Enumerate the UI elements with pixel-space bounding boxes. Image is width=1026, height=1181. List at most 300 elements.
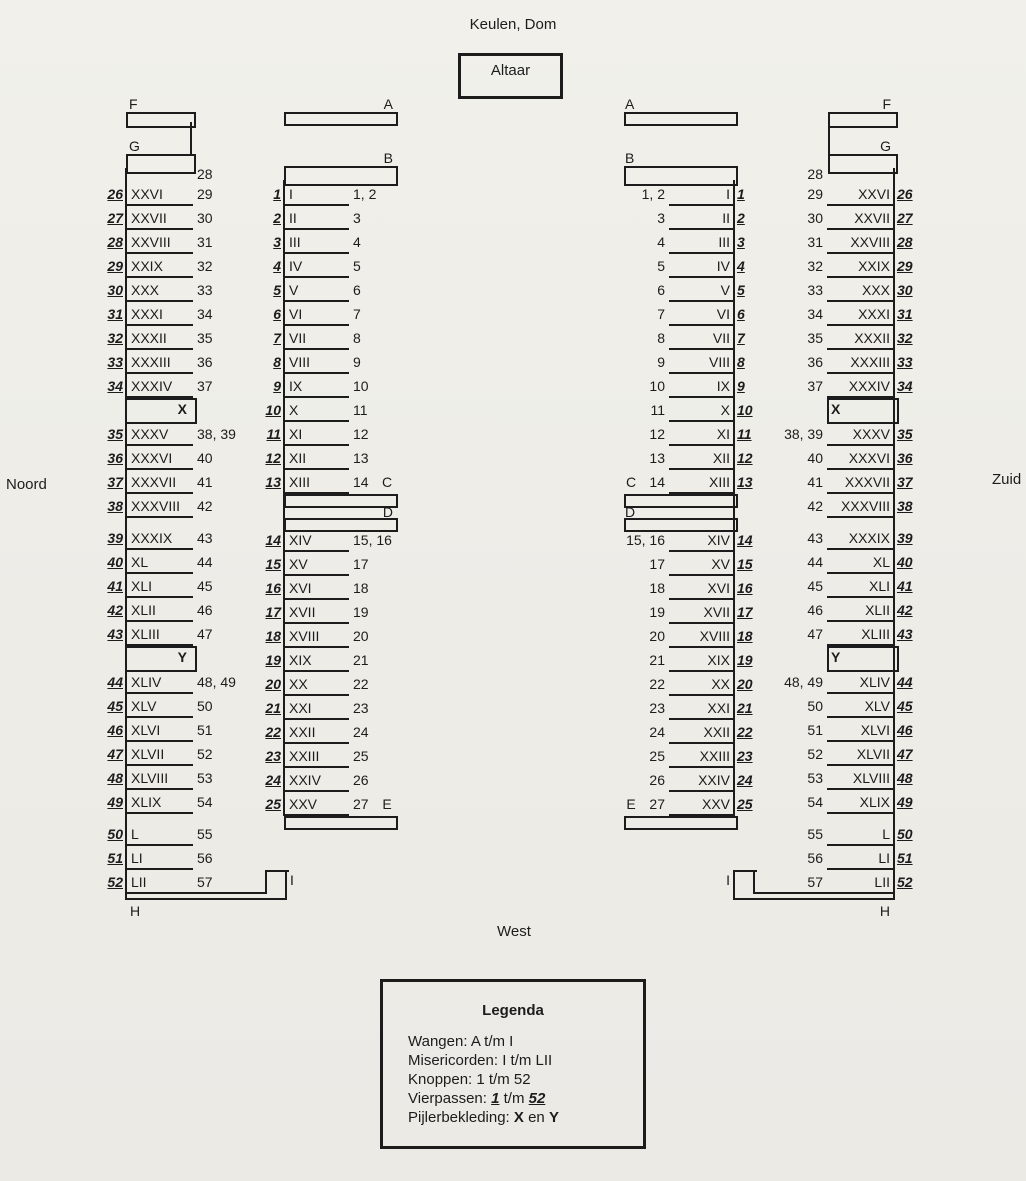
row-underline	[827, 276, 895, 278]
legend-text: Knoppen: 1 t/m 52	[408, 1071, 531, 1088]
vierpas-number: 12	[265, 450, 281, 466]
compass-label-zuid: Zuid	[992, 471, 1022, 488]
misericorde-numeral: XLV	[864, 698, 890, 714]
legend-term-bold: X	[513, 1109, 524, 1126]
row-underline	[827, 348, 895, 350]
misericorde-numeral: XXXIX	[848, 530, 890, 546]
vierpas-number: 30	[897, 282, 913, 298]
knop-number: 42	[807, 498, 823, 514]
row-underline	[827, 692, 895, 694]
vierpas-number: 22	[737, 724, 753, 740]
knop-number: 9	[657, 354, 665, 370]
knop-number: 52	[807, 746, 823, 762]
wang-label: F	[129, 96, 138, 112]
wang-label: A	[383, 96, 393, 112]
row-underline	[827, 620, 895, 622]
vierpas-number: 31	[897, 306, 913, 322]
legend-box	[380, 979, 646, 1149]
vierpas-number: 5	[737, 282, 745, 298]
vierpas-number: 29	[897, 258, 913, 274]
row-underline	[827, 444, 895, 446]
misericorde-numeral: XXVIII	[131, 234, 171, 250]
row-underline	[827, 764, 895, 766]
vierpas-number: 6	[273, 306, 281, 322]
vierpas-number: 50	[107, 826, 123, 842]
vierpas-number: 11	[737, 426, 752, 442]
row-underline	[827, 572, 895, 574]
wang-label: G	[129, 138, 140, 154]
knop-number: 28	[197, 166, 213, 182]
knop-number: 17	[353, 556, 369, 572]
misericorde-numeral: XXV	[289, 796, 318, 812]
knop-number: 3	[657, 210, 665, 226]
vierpas-number: 42	[897, 602, 913, 618]
knop-number: 37	[807, 378, 823, 394]
misericorde-numeral: XLI	[131, 578, 153, 594]
knop-number: 54	[197, 794, 213, 810]
knop-number: 12	[353, 426, 369, 442]
altar-label: Altaar	[490, 62, 531, 79]
vierpas-number: 15	[265, 556, 281, 572]
vierpas-number: 45	[897, 698, 913, 714]
knop-number: 28	[807, 166, 823, 182]
knop-number: 46	[197, 602, 213, 618]
misericorde-numeral: XL	[872, 554, 890, 570]
wang-label: E	[626, 796, 636, 812]
misericorde-numeral: XIX	[707, 652, 730, 668]
knop-number: 14	[353, 474, 369, 490]
knop-number: 44	[197, 554, 213, 570]
misericorde-numeral: XII	[712, 450, 730, 466]
vierpas-number: 43	[107, 626, 123, 642]
vierpas-number: 18	[737, 628, 753, 644]
misericorde-numeral: XVIII	[699, 628, 730, 644]
vierpas-number: 21	[265, 700, 281, 716]
vierpas-number: 14	[265, 532, 281, 548]
vierpas-number: 13	[265, 474, 281, 490]
knop-number: 44	[807, 554, 823, 570]
row-underline	[827, 252, 895, 254]
knop-number: 4	[353, 234, 361, 250]
misericorde-numeral: XXXVIII	[131, 498, 181, 514]
vierpas-number: 16	[737, 580, 753, 596]
knop-number: 40	[197, 450, 213, 466]
knop-number: 41	[807, 474, 823, 490]
wang-label: I	[726, 872, 730, 888]
misericorde-numeral: XXVI	[131, 186, 163, 202]
misericorde-numeral: VIII	[708, 354, 730, 370]
wang-label: C	[625, 474, 637, 490]
misericorde-numeral: XXVIII	[850, 234, 890, 250]
misericorde-numeral: I	[289, 186, 293, 202]
knop-number: 53	[807, 770, 823, 786]
row-underline	[827, 300, 895, 302]
knop-number: 42	[197, 498, 213, 514]
misericorde-numeral: XXXVII	[131, 474, 177, 490]
knop-number: 22	[353, 676, 369, 692]
vierpas-number: 49	[897, 794, 913, 810]
wang-label: D	[625, 504, 636, 520]
misericorde-numeral: L	[131, 826, 139, 842]
end-wang-outline	[733, 870, 735, 900]
knop-number: 22	[649, 676, 665, 692]
vierpas-number: 48	[897, 770, 913, 786]
vierpas-number: 48	[107, 770, 123, 786]
knop-number: 23	[353, 700, 369, 716]
knop-number: 54	[807, 794, 823, 810]
vierpas-number: 9	[273, 378, 281, 394]
knop-number: 33	[807, 282, 823, 298]
legend-text: Wangen: A t/m I	[408, 1033, 514, 1050]
knop-number: 1, 2	[641, 186, 665, 202]
misericorde-numeral: XLIX	[131, 794, 162, 810]
wang-label: C	[381, 474, 393, 490]
knop-number: 6	[657, 282, 665, 298]
misericorde-numeral: VII	[289, 330, 307, 346]
knop-number: 27	[353, 796, 369, 812]
wang-label: F	[882, 96, 891, 112]
knop-number: 33	[197, 282, 213, 298]
vierpas-number: 50	[897, 826, 913, 842]
knop-number: 32	[197, 258, 213, 274]
knop-number: 8	[353, 330, 361, 346]
end-wang-outline	[733, 870, 757, 872]
knop-number: 11	[650, 402, 665, 418]
vierpas-number: 4	[273, 258, 281, 274]
misericorde-numeral: XXXVIII	[840, 498, 890, 514]
row-underline	[827, 548, 895, 550]
knop-number: 50	[197, 698, 213, 714]
wang-label: H	[130, 903, 141, 919]
misericorde-numeral: XL	[131, 554, 149, 570]
vierpas-number: 2	[273, 210, 281, 226]
misericorde-numeral: XXXVII	[844, 474, 890, 490]
knop-number: 37	[197, 378, 213, 394]
pillar-label: X	[831, 401, 841, 417]
wang-label: E	[382, 796, 392, 812]
row-underline	[827, 372, 895, 374]
legend-term-vierpas: 52	[528, 1090, 546, 1107]
misericorde-numeral: XXIX	[131, 258, 163, 274]
pillar-label: Y	[177, 649, 187, 665]
knop-number: 8	[657, 330, 665, 346]
vierpas-number: 28	[107, 234, 123, 250]
vierpas-number: 4	[737, 258, 745, 274]
knop-number: 41	[197, 474, 213, 490]
misericorde-numeral: XXIII	[289, 748, 320, 764]
misericorde-numeral: XLIV	[859, 674, 890, 690]
misericorde-numeral: XIII	[708, 474, 730, 490]
vierpas-number: 37	[107, 474, 123, 490]
knop-number: 6	[353, 282, 361, 298]
misericorde-numeral: VI	[289, 306, 303, 322]
vierpas-number: 33	[107, 354, 123, 370]
vierpas-number: 40	[897, 554, 913, 570]
row-underline	[827, 716, 895, 718]
wang-bar	[828, 112, 898, 128]
row-underline	[827, 204, 895, 206]
misericorde-numeral: XXIX	[858, 258, 890, 274]
vierpas-number: 41	[897, 578, 913, 594]
knop-number: 46	[807, 602, 823, 618]
vierpas-number: 8	[273, 354, 281, 370]
row-underline	[827, 868, 895, 870]
knop-number: 25	[649, 748, 665, 764]
vierpas-number: 49	[107, 794, 123, 810]
knop-number: 57	[807, 874, 823, 890]
misericorde-numeral: XXIII	[699, 748, 730, 764]
knop-number: 38, 39	[784, 426, 823, 442]
knop-number: 17	[649, 556, 665, 572]
knop-number: 57	[197, 874, 213, 890]
misericorde-numeral: XLI	[868, 578, 890, 594]
vierpas-number: 30	[107, 282, 123, 298]
misericorde-numeral: XXV	[701, 796, 730, 812]
misericorde-numeral: XLIV	[131, 674, 162, 690]
misericorde-numeral: XXII	[289, 724, 316, 740]
misericorde-numeral: XVI	[707, 580, 730, 596]
misericorde-numeral: XIII	[289, 474, 311, 490]
wang-label: D	[382, 504, 393, 520]
vierpas-number: 26	[107, 186, 123, 202]
vierpas-number: 1	[273, 186, 281, 202]
vierpas-number: 25	[265, 796, 281, 812]
row-underline	[827, 468, 895, 470]
misericorde-numeral: XXXVI	[131, 450, 173, 466]
vierpas-number: 38	[897, 498, 913, 514]
misericorde-numeral: XXXVI	[848, 450, 890, 466]
misericorde-numeral: XXXIII	[850, 354, 890, 370]
vierpas-number: 37	[897, 474, 913, 490]
wang-label: I	[290, 872, 294, 888]
vierpas-number: 27	[107, 210, 123, 226]
misericorde-numeral: XXXIII	[131, 354, 171, 370]
knop-number: 52	[197, 746, 213, 762]
vierpas-number: 8	[737, 354, 745, 370]
misericorde-numeral: LI	[131, 850, 143, 866]
knop-number: 34	[197, 306, 213, 322]
misericorde-numeral: XLIX	[859, 794, 890, 810]
vierpas-number: 46	[897, 722, 913, 738]
misericorde-numeral: X	[720, 402, 730, 418]
misericorde-numeral: XVII	[703, 604, 730, 620]
misericorde-numeral: VII	[712, 330, 730, 346]
row-underline	[827, 844, 895, 846]
knop-number: 26	[649, 772, 665, 788]
knop-number: 19	[353, 604, 369, 620]
legend-line	[408, 1032, 643, 1051]
misericorde-numeral: XLIII	[861, 626, 890, 642]
legend-text: t/m	[499, 1090, 529, 1107]
wang-connector	[828, 122, 830, 156]
legend-text: en	[523, 1109, 549, 1126]
knop-number: 31	[807, 234, 823, 250]
vierpas-number: 23	[737, 748, 753, 764]
vierpas-number: 35	[107, 426, 123, 442]
row-underline	[827, 788, 895, 790]
knop-number: 4	[657, 234, 665, 250]
misericorde-numeral: XLIII	[131, 626, 160, 642]
knop-number: 21	[649, 652, 665, 668]
vierpas-number: 36	[897, 450, 913, 466]
vierpas-number: 21	[737, 700, 753, 716]
legend-term-vierpas: 1	[491, 1090, 500, 1107]
misericorde-numeral: II	[289, 210, 297, 226]
misericorde-numeral: IV	[289, 258, 303, 274]
misericorde-numeral: XLVII	[131, 746, 165, 762]
vierpas-number: 22	[265, 724, 281, 740]
misericorde-numeral: XXXI	[131, 306, 163, 322]
vierpas-number: 24	[737, 772, 753, 788]
misericorde-numeral: XV	[711, 556, 730, 572]
knop-number: 36	[807, 354, 823, 370]
wang-label: H	[879, 903, 890, 919]
knop-number: 45	[197, 578, 213, 594]
vierpas-number: 44	[107, 674, 123, 690]
legend-text: Misericorden: I t/m LII	[408, 1052, 553, 1069]
misericorde-numeral: XXX	[861, 282, 890, 298]
misericorde-numeral: VI	[716, 306, 730, 322]
vierpas-number: 34	[107, 378, 123, 394]
vierpas-number: 24	[265, 772, 281, 788]
vierpas-number: 19	[265, 652, 281, 668]
vierpas-number: 10	[265, 402, 281, 418]
knop-number: 24	[353, 724, 369, 740]
pillar-label: X	[177, 401, 187, 417]
misericorde-numeral: XXX	[131, 282, 160, 298]
knop-number: 13	[353, 450, 369, 466]
knop-number: 20	[353, 628, 369, 644]
knop-number: 12	[649, 426, 665, 442]
vierpas-number: 7	[273, 330, 281, 346]
vierpas-number: 44	[897, 674, 913, 690]
misericorde-numeral: XLVIII	[131, 770, 169, 786]
misericorde-numeral: V	[289, 282, 299, 298]
vierpas-number: 3	[273, 234, 281, 250]
knop-number: 30	[197, 210, 213, 226]
knop-number: 1, 2	[353, 186, 377, 202]
misericorde-numeral: XXI	[289, 700, 312, 716]
knop-number: 27	[649, 796, 665, 812]
row-underline	[827, 892, 895, 894]
knop-number: 47	[197, 626, 213, 642]
vierpas-number: 39	[107, 530, 123, 546]
knop-number: 55	[807, 826, 823, 842]
misericorde-numeral: III	[718, 234, 730, 250]
vierpas-number: 31	[107, 306, 123, 322]
vierpas-number: 26	[897, 186, 913, 202]
vierpas-number: 11	[266, 426, 281, 442]
knop-number: 29	[807, 186, 823, 202]
misericorde-numeral: XXVII	[131, 210, 167, 226]
knop-number: 45	[807, 578, 823, 594]
misericorde-numeral: XXXIV	[848, 378, 890, 394]
vierpas-number: 51	[107, 850, 123, 866]
knop-number: 35	[197, 330, 213, 346]
vierpas-number: 13	[737, 474, 753, 490]
misericorde-numeral: XVIII	[289, 628, 320, 644]
knop-number: 15, 16	[353, 532, 392, 548]
row-underline	[827, 492, 895, 494]
vierpas-number: 32	[107, 330, 123, 346]
misericorde-numeral: I	[726, 186, 730, 202]
vierpas-number: 39	[897, 530, 913, 546]
misericorde-numeral: V	[720, 282, 730, 298]
knop-number: 34	[807, 306, 823, 322]
row-underline	[827, 596, 895, 598]
row-underline	[827, 740, 895, 742]
knop-number: 40	[807, 450, 823, 466]
vierpas-number: 16	[265, 580, 281, 596]
vierpas-number: 20	[265, 676, 281, 692]
vierpas-number: 40	[107, 554, 123, 570]
vierpas-number: 18	[265, 628, 281, 644]
misericorde-numeral: XXIV	[698, 772, 730, 788]
knop-number: 32	[807, 258, 823, 274]
row-underline	[827, 516, 895, 518]
misericorde-numeral: XLVII	[856, 746, 890, 762]
knop-number: 48, 49	[784, 674, 823, 690]
knop-number: 5	[353, 258, 361, 274]
misericorde-numeral: XX	[711, 676, 730, 692]
misericorde-numeral: XV	[289, 556, 308, 572]
misericorde-numeral: XIX	[289, 652, 312, 668]
vierpas-number: 10	[737, 402, 753, 418]
knop-number: 43	[197, 530, 213, 546]
misericorde-numeral: XVI	[289, 580, 312, 596]
misericorde-numeral: XXVI	[858, 186, 890, 202]
misericorde-numeral: XXXI	[858, 306, 890, 322]
legend-line	[408, 1108, 643, 1127]
vierpas-number: 1	[737, 186, 745, 202]
knop-number: 51	[807, 722, 823, 738]
vierpas-number: 7	[737, 330, 745, 346]
misericorde-numeral: XXII	[703, 724, 730, 740]
misericorde-numeral: L	[882, 826, 890, 842]
vierpas-number: 51	[897, 850, 913, 866]
vierpas-number: 12	[737, 450, 753, 466]
knop-number: 36	[197, 354, 213, 370]
knop-number: 38, 39	[197, 426, 236, 442]
legend-title: Legenda	[482, 1002, 544, 1019]
misericorde-numeral: XXIV	[289, 772, 321, 788]
vierpas-number: 5	[273, 282, 281, 298]
misericorde-numeral: LI	[878, 850, 890, 866]
wang-bar	[828, 154, 898, 174]
knop-number: 13	[649, 450, 665, 466]
knop-number: 10	[649, 378, 665, 394]
knop-number: 56	[197, 850, 213, 866]
row-underline	[827, 324, 895, 326]
vierpas-number: 14	[737, 532, 753, 548]
misericorde-numeral: LII	[131, 874, 147, 890]
legend-line	[408, 1089, 643, 1108]
vierpas-number: 3	[737, 234, 745, 250]
row-underline	[827, 812, 895, 814]
misericorde-numeral: XXXV	[852, 426, 890, 442]
misericorde-numeral: XXI	[707, 700, 730, 716]
misericorde-numeral: XLVI	[131, 722, 161, 738]
knop-number: 47	[807, 626, 823, 642]
end-wang-outline	[733, 898, 895, 900]
wang-label: G	[880, 138, 891, 154]
vierpas-number: 27	[897, 210, 913, 226]
vierpas-number: 20	[737, 676, 753, 692]
legend-line	[408, 1051, 643, 1070]
page-title: Keulen, Dom	[469, 16, 557, 33]
pillar-label: Y	[831, 649, 841, 665]
vierpas-number: 43	[897, 626, 913, 642]
